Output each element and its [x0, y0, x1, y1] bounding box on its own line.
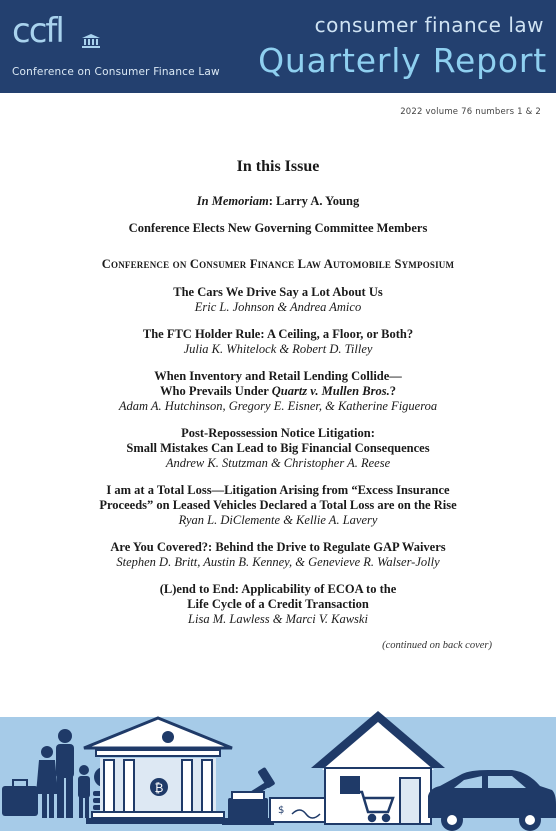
article-authors: Ryan L. DiClemente & Kellie A. Lavery — [178, 513, 378, 527]
article-entry — [40, 369, 516, 414]
publication-title: Quarterly Report — [258, 41, 547, 80]
table-of-contents — [40, 158, 516, 639]
article-entry — [40, 285, 516, 315]
symposium-heading: Conference on Consumer Finance Law Automobile Symposium — [101, 257, 455, 271]
article-title: The FTC Holder Rule: A Ceiling, a Floor, or Both? — [142, 327, 414, 341]
toc-title: In this Issue — [236, 158, 320, 175]
article-authors: Stephen D. Britt, Austin B. Kenney, & Genevieve R. Walser-Jolly — [116, 555, 440, 569]
svg-text:$: $ — [278, 805, 285, 816]
article-title: The Cars We Drive Say a Lot About Us — [173, 285, 383, 299]
elects-title: Conference Elects New Governing Committee Members — [128, 221, 428, 235]
memoriam-name: : Larry A. Young — [268, 194, 360, 208]
article-title-line1: When Inventory and Retail Lending Collide— — [154, 369, 402, 383]
elects-entry — [40, 221, 516, 236]
article-entry — [40, 540, 516, 570]
article-entry — [40, 426, 516, 471]
conference-name: Conference on Consumer Finance Law — [12, 66, 220, 78]
article-title-line2: Small Mistakes Can Lead to Big Financial Consequences — [126, 441, 430, 455]
article-entry — [40, 327, 516, 357]
article-title-line1: Post-Repossession Notice Litigation: — [181, 426, 375, 440]
article-title-line2: Proceeds” on Leased Vehicles Declared a Total Loss are on the Rise — [99, 498, 457, 512]
svg-text:₿: ₿ — [154, 781, 164, 795]
article-title-line2: Who Prevails Under Quartz v. Mullen Bros.? — [160, 384, 396, 398]
issue-info: 2022 volume 76 numbers 1 & 2 — [400, 107, 541, 117]
article-authors: Lisa M. Lawless & Marci V. Kawski — [188, 612, 368, 626]
footer-illustration — [0, 708, 556, 831]
article-authors: Adam A. Hutchinson, Gregory E. Eisner, & Katherine Figueroa — [118, 399, 438, 413]
memoriam-label: In Memoriam — [196, 194, 269, 208]
memoriam-entry — [40, 194, 516, 209]
ccfl-logo: ccfl — [12, 11, 63, 51]
continued-note: (continued on back cover) — [382, 640, 492, 651]
article-title-line2: Life Cycle of a Credit Transaction — [187, 597, 369, 611]
article-title: Are You Covered?: Behind the Drive to Regulate GAP Waivers — [110, 540, 446, 554]
article-authors: Andrew K. Stutzman & Christopher A. Reese — [165, 456, 391, 470]
bank-logo-icon — [82, 34, 100, 48]
case-name: Quartz v. Mullen Bros. — [271, 384, 390, 398]
article-title-line1: I am at a Total Loss—Litigation Arising from “Excess Insurance — [106, 483, 450, 497]
article-entry — [40, 483, 516, 528]
masthead — [0, 0, 556, 93]
article-authors: Julia K. Whitelock & Robert D. Tilley — [183, 342, 373, 356]
article-authors: Eric L. Johnson & Andrea Amico — [194, 300, 362, 314]
publication-subtitle: consumer finance law — [314, 13, 544, 37]
article-entry — [40, 582, 516, 627]
article-title-line1: (L)end to End: Applicability of ECOA to the — [159, 582, 397, 596]
